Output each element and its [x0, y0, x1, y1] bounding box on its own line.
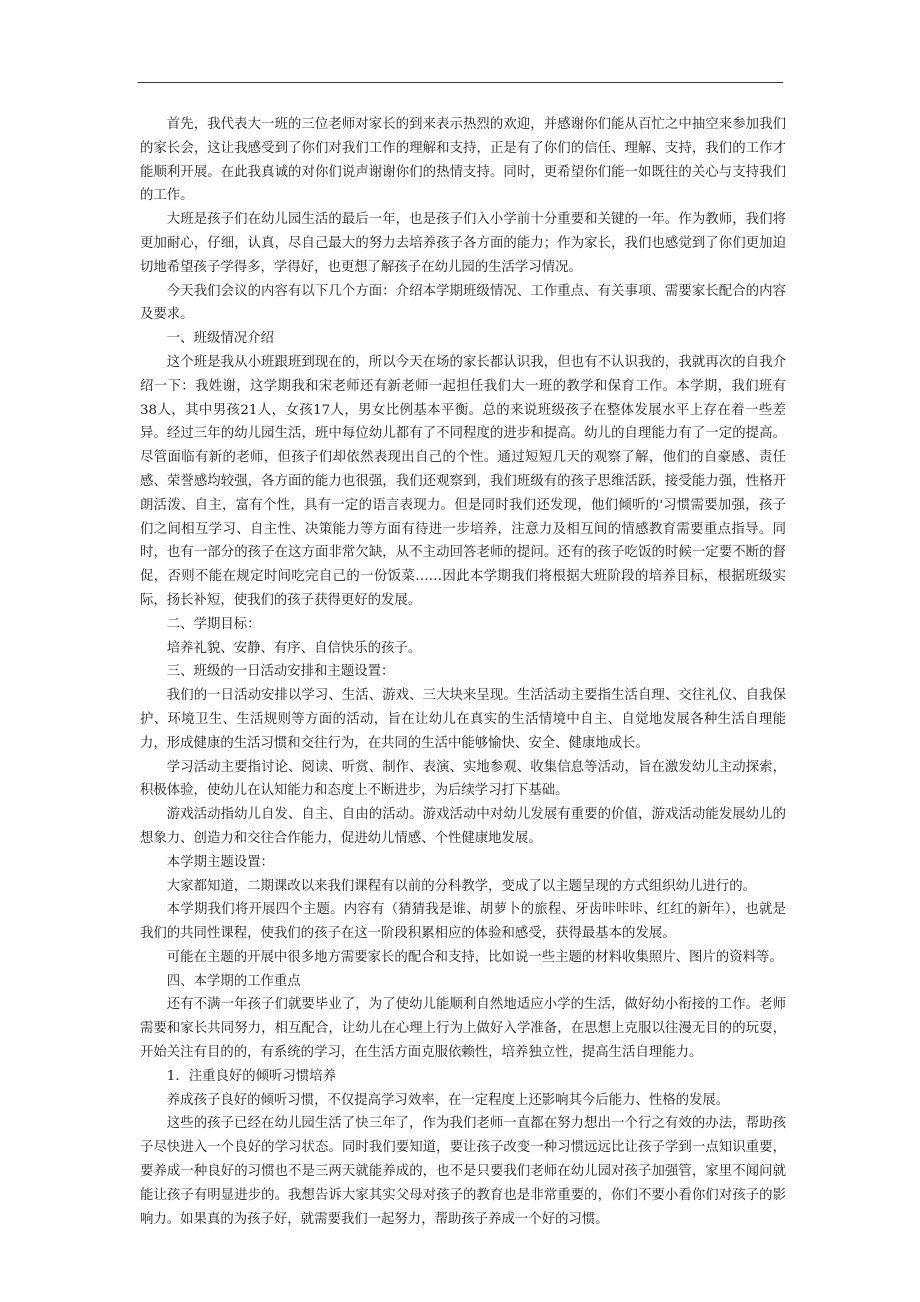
paragraph-habit-formation: 这些的孩子已经在幼儿园生活了快三年了，作为我们老师一直都在努力想出一个行之有效的办法，帮助孩子尽快进入一个良好的学习状态。同时我们要知道，要让孩子改变一种习惯远远比让孩子学到一点知识重要，要养成一种良好的习惯也不是三两天就能养成的，也不是只要我们老师在幼儿园对孩子加强管，家里不闻问就能让孩子有明显进步的。我想告诉大家其实父母对孩子的教育也是非常重要的，你们不要小看你们对孩子的影响力。如果真的为孩子好，就需要我们一起努力，帮助孩子养成一个好的习惯。 [140, 1116, 786, 1227]
heading-themes: 本学期主题设置： [166, 854, 274, 870]
paragraph-final-year: 大班是孩子们在幼儿园生活的最后一年，也是孩子们入小学前十分重要和关键的一年。作为教师，我们将更加耐心，仔细，认真，尽自己最大的努力去培养孩子各方面的能力；作为家长，我们也感觉到了你们更加迫切地希望孩子学得多，学得好，也更想了解孩子在幼儿园的生活学习情况。 [140, 212, 786, 275]
paragraph-learning-activities: 学习活动主要指讨论、阅读、听赏、制作、表演、实地参观、收集信息等活动，旨在激发幼儿主动探索，积极体验，使幼儿在认知能力和态度上不断进步，为后续学习打下基础。 [140, 759, 786, 799]
document-body [140, 113, 786, 1231]
paragraph-agenda: 今天我们会议的内容有以下几个方面：介绍本学期班级情况、工作重点、有关事项、需要家长配合的内容及要求。 [140, 283, 786, 323]
paragraph-listening-habit: 养成孩子良好的倾听习惯，不仅提高学习效率，在一定程度上还影响其今后能力、性格的发展。 [166, 1092, 730, 1108]
heading-daily-activities: 三、班级的一日活动安排和主题设置： [166, 664, 395, 680]
paragraph-four-themes: 本学期我们将开展四个主题。内容有（猜猜我是谁、胡萝卜的旅程、牙齿咔咔咔、红红的新年），也就是我们的共同性课程，使我们的孩子在这一阶段积累相应的体验和感受，获得最基本的发展。 [140, 902, 786, 942]
paragraph-themes-intro: 大家都知道，二期课改以来我们课程有以前的分科教学，变成了以主题呈现的方式组织幼儿进行的。 [166, 878, 756, 894]
paragraph-work-focus: 还有不满一年孩子们就要毕业了，为了使幼儿能顺利自然地适应小学的生活，做好幼小衔接的工作。老师需要和家长共同努力，相互配合，让幼儿在心理上行为上做好入学准备，在思想上克服以往漫无目的的玩耍，开始关注有目的的，有系统的学习，在生活方面克服依赖性，培养独立性，提高生活自理能力。 [140, 997, 786, 1061]
heading-work-focus: 四、本学期的工作重点 [166, 973, 301, 989]
heading-class-intro: 一、班级情况介绍 [166, 331, 274, 347]
paragraph-class-intro: 这个班是我从小班跟班到现在的，所以今天在场的家长都认识我，但也有不认识我的，我就再次的自我介绍一下：我姓谢，这学期我和宋老师还有新老师一起担任我们大一班的教学和保育工作。本学期，我们班有38人，其中男孩21人，女孩17人，男女比例基本平衡。总的来说班级孩子在整体发展水平上存在着一些差异。经过三年的幼儿园生活，班中每位幼儿都有了不同程度的进步和提高。幼儿的自理能力有了一定的提高。尽管面临有新的老师，但孩子们却依然表现出自己的个性。通过短短几天的观察了解，他们的自豪感、责任感、荣誉感均较强，各方面的能力也很强，我们还观察到，我们班级有的孩子思维活跃，接受能力强，性格开朗活泼、自主，富有个性，具有一定的语言表现力。但是同时我们还发现，他们倾听的'习惯需要加强，孩子们之间相互学习、自主性、决策能力等方面有待进一步培养，注意力及相互间的情感教育需要重点指导。同时，也有一部分的孩子在这方面非常欠缺，从不主动回答老师的提问。还有的孩子吃饭的时候一定要不断的督促，否则不能在规定时间吃完自己的一份饭菜……因此本学期我们将根据大班阶段的培养目标，根据班级实际，扬长补短，使我们的孩子获得更好的发展。 [140, 354, 786, 608]
paragraph-semester-goal: 培养礼貌、安静、有序、自信快乐的孩子。 [166, 640, 422, 656]
paragraph-daily-life: 我们的一日活动安排以学习、生活、游戏、三大块来呈现。生活活动主要指生活自理、交往礼仪、自我保护、环境卫生、生活规则等方面的活动，旨在让幼儿在真实的生活情境中自主、自觉地发展各种生活自理能力，形成健康的生活习惯和交往行为，在共同的生活中能够愉快、安全、健康地成长。 [140, 688, 786, 751]
header-rule [138, 82, 783, 83]
paragraph-welcome: 首先，我代表大一班的三位老师对家长的到来表示热烈的欢迎，并感谢你们能从百忙之中抽空来参加我们的家长会，这让我感受到了你们对我们工作的理解和支持，正是有了你们的信任、理解、支持，我们的工作才能顺利开展。在此我真诚的对你们说声谢谢你们的热情支持。同时，更希望你们能一如既往的关心与支持我们的工作。 [140, 117, 786, 204]
heading-listening-habit: 1．注重良好的倾听习惯培养 [166, 1068, 337, 1084]
heading-semester-goal: 二、学期目标： [166, 616, 261, 632]
paragraph-game-activities: 游戏活动指幼儿自发、自主、自由的活动。游戏活动中对幼儿发展有重要的价值，游戏活动能发展幼儿的想象力、创造力和交往合作能力，促进幼儿情感、个性健康地发展。 [140, 807, 786, 846]
paragraph-parent-support: 可能在主题的开展中很多地方需要家长的配合和支持，比如说一些主题的材料收集照片、图片的资料等。 [166, 949, 783, 965]
